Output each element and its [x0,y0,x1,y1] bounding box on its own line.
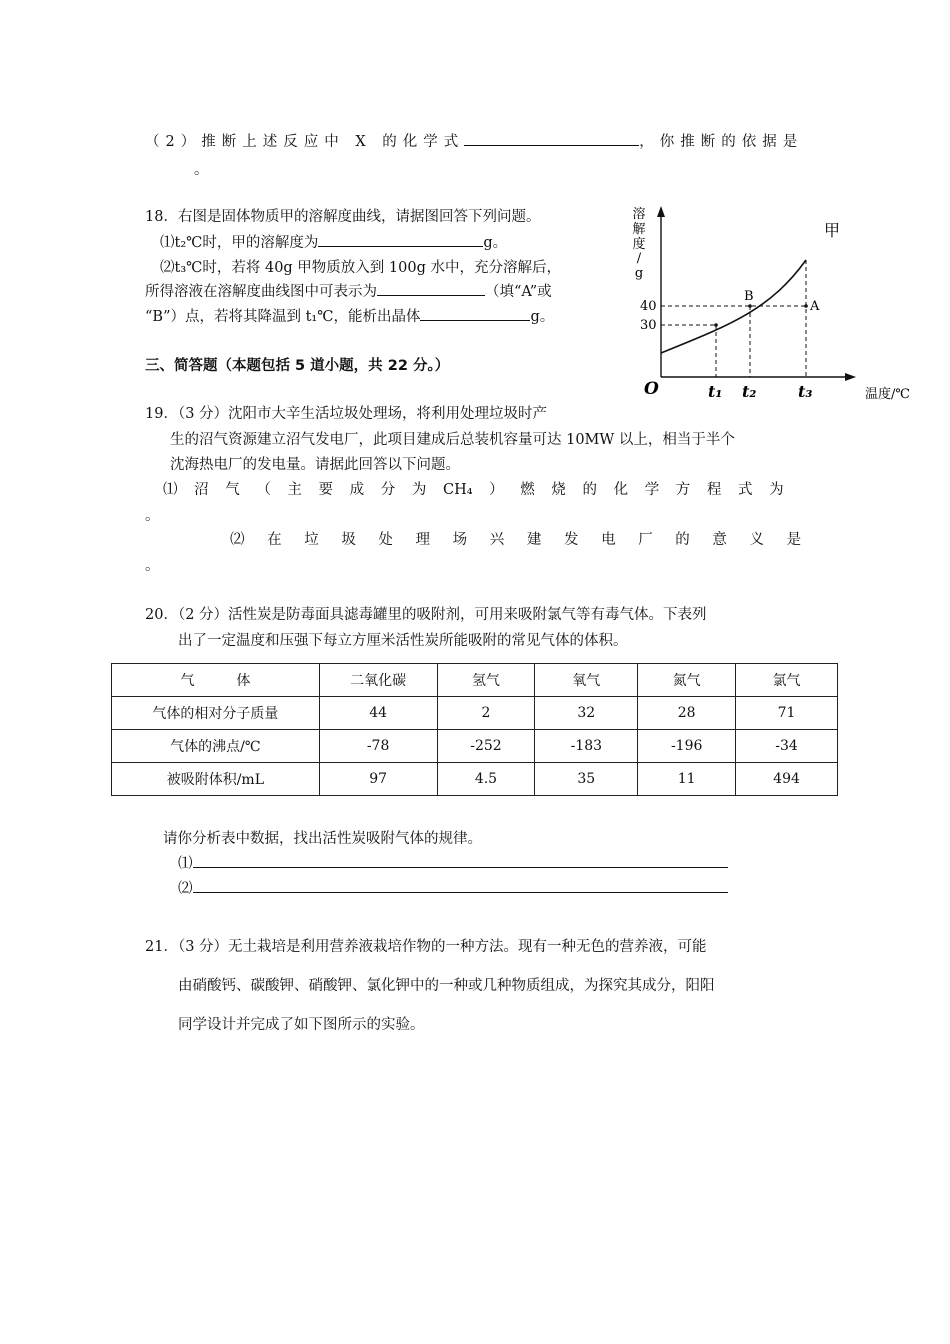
point-a-label: A [810,299,820,314]
xlabel: 温度/℃ [865,387,910,402]
table-cell: 4.5 [437,763,535,796]
q18-p1 [160,231,507,252]
ylabel-char: 溶 [632,207,646,222]
q20-answer1 [178,852,728,873]
table-cell: 32 [535,697,638,730]
ylabel-char: 度 [632,237,646,252]
q20-answer2 [178,877,728,898]
xtick-t1: t₁ [708,382,723,401]
q18-p2-line1: ⑵t₃℃时，若将 40g 甲物质放入到 100g 水中，充分溶解后， [160,260,561,276]
q18-point-blank[interactable] [377,281,485,296]
q19-p1: ⑴ 沼 气 （ 主 要 成 分 为 CH₄ ） 燃 烧 的 化 学 方 程 式 为 [163,482,784,498]
table-cell: 被吸附体积/mL [112,763,320,796]
curve-label: 甲 [824,221,841,240]
table-row [112,697,838,730]
table-cell: 71 [736,697,838,730]
q20-line1: 20．（2 分）活性炭是防毒面具滤毒罐里的吸附剂，可用来吸附氯气等有毒气体。下表列 [145,607,707,623]
q20-line2: 出了一定温度和压强下每立方厘米活性炭所能吸附的常见气体的体积。 [178,633,628,649]
table-row [112,730,838,763]
table-cell: 11 [638,763,736,796]
q20-answer1-label: ⑴ [178,856,193,872]
table-cell: 97 [319,763,437,796]
point-b-label: B [744,289,754,304]
table-cell: -252 [437,730,535,763]
ytick-30: 30 [640,318,657,333]
q19-line2: 生的沼气资源建立沼气发电厂，此项目建成后总装机容量可达 10MW 以上，相当于半个 [170,432,735,448]
q18-p2-line2 [145,280,552,301]
ylabel-char: / [636,251,642,266]
xtick-t2: t₂ [742,382,757,401]
ylabel-char: g [634,266,644,281]
q20-answer2-label: ⑵ [178,881,193,897]
q18-p2-line3 [145,305,554,326]
q18-crystal-blank[interactable] [420,306,530,321]
q18-p1-text: ⑴t₂℃时，甲的溶解度为 [160,235,319,251]
q21-line2: 由硝酸钙、碳酸钾、硝酸钾、氯化钾中的一种或几种物质组成，为探究其成分，阳阳 [178,978,715,994]
x-axis-arrow-icon [845,373,856,381]
table-header-cell: 气 体 [112,664,320,697]
q20-answer1-blank[interactable] [193,853,728,868]
q19-p2: ⑵ 在 垃 圾 处 理 场 兴 建 发 电 厂 的 意 义 是 [230,532,802,548]
q19-p2-end: 。 [145,558,160,574]
q20-answer2-blank[interactable] [193,878,728,893]
q18-p1-blank[interactable] [318,232,483,247]
table-cell: -183 [535,730,638,763]
table-cell: -196 [638,730,736,763]
y-axis-arrow-icon [657,206,665,217]
q19-line1: 19．（3 分）沈阳市大辛生活垃圾处理场，将利用处理垃圾时产 [145,406,548,422]
table-cell: 气体的相对分子质量 [112,697,320,730]
section3-title: 三、简答题（本题包括 5 道小题，共 22 分。） [145,358,450,374]
q18-p2-line2-text: 所得溶液在溶解度曲线图中可表示为 [145,284,377,300]
q20-prompt: 请你分析表中数据，找出活性炭吸附气体的规律。 [163,831,482,847]
table-cell: 35 [535,763,638,796]
ytick-40: 40 [640,299,657,314]
q18-p2-line2-hint: （填“A”或 [485,284,552,300]
q18-p2-line3-unit: g。 [530,309,555,325]
gas-adsorption-table [111,663,838,796]
q21-line1: 21．（3 分）无土栽培是利用营养液栽培作物的一种方法。现有一种无色的营养液，可能 [145,939,707,955]
q18-p2-line3-text: “B”）点，若将其降温到 t₁℃，能析出晶体 [145,309,421,325]
table-cell: 494 [736,763,838,796]
q17-formula-blank[interactable] [464,131,639,146]
q17-part2-line1 [145,130,803,151]
table-header-cell: 氮气 [638,664,736,697]
q18-intro: 18．右图是固体物质甲的溶解度曲线，请据图回答下列问题。 [145,209,541,225]
table-header-cell: 氢气 [437,664,535,697]
table-cell: -34 [736,730,838,763]
q17-part2-text-right: ，你推断的依据是 [639,134,804,150]
table-cell: 28 [638,697,736,730]
table-row [112,763,838,796]
table-cell: -78 [319,730,437,763]
point-t1 [714,323,718,327]
q17-part2-text-left: （2）推断上述反应中 X 的化学式 [145,134,465,150]
table-cell: 气体的沸点/℃ [112,730,320,763]
ylabel-char: 解 [632,222,646,237]
point-a [804,304,808,308]
origin-label: O [644,379,659,399]
q21-line3: 同学设计并完成了如下图所示的实验。 [178,1017,425,1033]
point-b [748,304,752,308]
q17-part2-line2: 。 [194,162,209,178]
table-header-cell: 氧气 [535,664,638,697]
q18-p1-unit: g。 [483,235,508,251]
table-cell: 2 [437,697,535,730]
solubility-chart [620,200,930,410]
table-header-cell: 二氧化碳 [319,664,437,697]
xtick-t3: t₃ [798,382,813,401]
table-header-row [112,664,838,697]
table-header-cell: 氯气 [736,664,838,697]
q19-p1-end: 。 [145,508,160,524]
q19-line3: 沈海热电厂的发电量。请据此回答以下问题。 [170,457,460,473]
table-cell: 44 [319,697,437,730]
